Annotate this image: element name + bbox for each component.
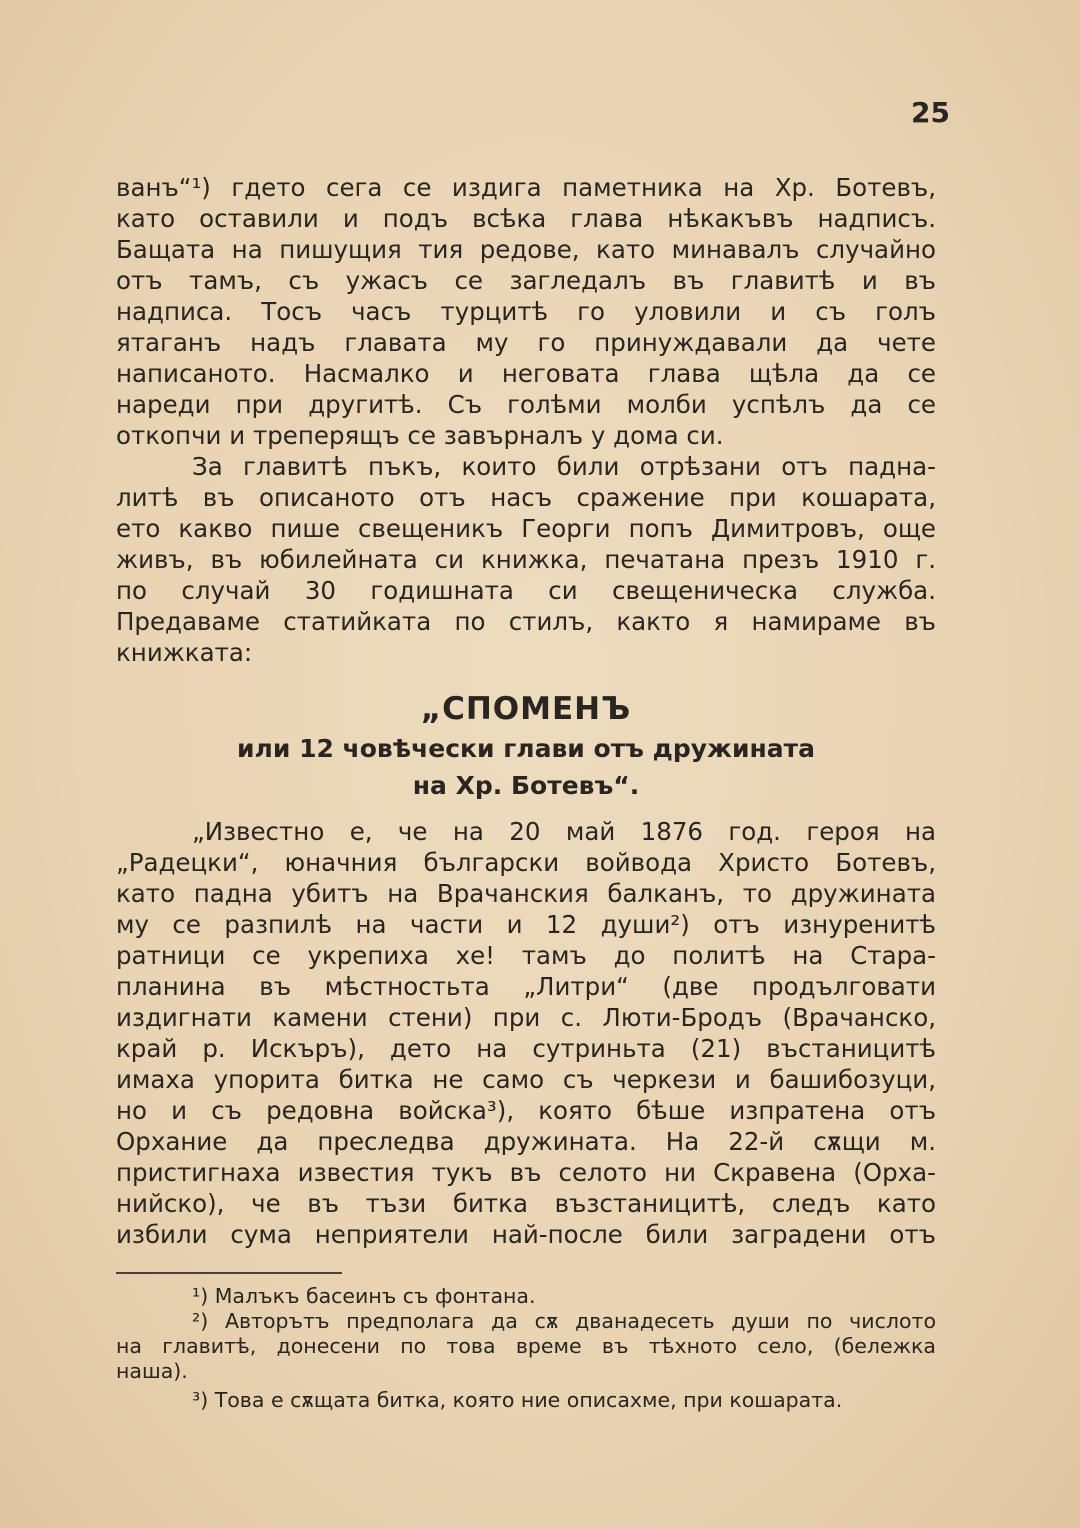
text-line: като оставили и подъ всѣка глава нѣкакъвъ надписъ.: [116, 204, 936, 233]
text-line: пристигнаха известия тукъ въ селото ни Скравена (Орха-: [116, 1158, 936, 1187]
text-line: ето какво пише свещеникъ Георги попъ Димитровъ, още: [116, 514, 936, 543]
section-heading: [116, 688, 936, 804]
paragraph-1: [116, 172, 936, 451]
heading-subtitle: или 12 човѣчески глави отъ дружината: [237, 734, 815, 763]
body-text: [116, 172, 936, 1250]
text-line: написаното. Насмалко и неговата глава щѣла да се: [116, 359, 936, 388]
text-line: Орхание да преследва дружината. На 22-й сѫщи м.: [116, 1127, 936, 1156]
text-line: надписа. Тосъ часъ турцитѣ го уловили и съ голъ: [116, 297, 936, 326]
footnote-3: ³) Това е сѫщата битка, която ние описахме, при кошарата.: [192, 1388, 843, 1412]
text-line: край р. Искъръ), дето на сутриньта (21) въстаницитѣ: [116, 1034, 936, 1063]
text-line: „Известно е, че на 20 май 1876 год. героя на: [192, 817, 936, 846]
paragraph-2: [116, 451, 936, 668]
text-line: по случай 30 годишната си свещеническа служба.: [116, 576, 936, 605]
text-line: живъ, въ юбилейната си книжка, печатана презъ 1910 г.: [116, 545, 936, 574]
text-line: нареди при другитѣ. Съ голѣми молби успѣлъ да се: [116, 390, 936, 419]
text-line: но и съ редовна войска³), която бѣше изпратена отъ: [116, 1096, 936, 1125]
footnotes: [116, 1284, 936, 1413]
paragraph-3: [116, 816, 936, 1250]
footnote-divider: [116, 1272, 342, 1274]
text-line: Бащата на пишущия тия редове, като минавалъ случайно: [116, 235, 936, 264]
footnote-1: ¹) Малъкъ басеинъ съ фонтана.: [192, 1284, 536, 1308]
footnote-2-line: наша).: [116, 1359, 188, 1383]
heading-title: „СПОМЕНЪ: [420, 691, 632, 727]
text-line: издигнати камени стени) при с. Люти-Бродъ (Врачанско,: [116, 1003, 936, 1032]
text-line: литѣ въ описаното отъ насъ сражение при кошарата,: [116, 483, 936, 512]
footnote-2-line: на главитѣ, донесени по това време въ тѣхното село, (бележка: [116, 1334, 936, 1358]
text-line: му се разпилѣ на части и 12 души²) отъ изнуренитѣ: [116, 910, 936, 939]
heading-subtitle: на Хр. Ботевъ“.: [412, 771, 640, 800]
text-line: ратници се укрепиха хе! тамъ до политѣ на Стара-: [116, 941, 936, 970]
text-line: Предаваме статийката по стилъ, както я намираме въ: [116, 607, 936, 636]
text-line: книжката:: [116, 638, 253, 667]
text-line: имаха упорита битка не само съ черкези и башибозуци,: [116, 1065, 936, 1094]
text-line: нийско), че въ тъзи битка възстаницитѣ, следъ като: [116, 1189, 936, 1218]
text-line: отъ тамъ, съ ужасъ се загледалъ въ главитѣ и въ: [116, 266, 936, 295]
text-line: избили сума неприятели най-после били заградени отъ: [116, 1220, 936, 1249]
page-number: 25: [911, 96, 950, 129]
text-line: „Радецки“, юначния български войвода Христо Ботевъ,: [116, 848, 936, 877]
text-line: като падна убитъ на Врачанския балканъ, то дружината: [116, 879, 936, 908]
text-line: ванъ“¹) гдето сега се издига паметника на Хр. Ботевъ,: [116, 173, 936, 202]
text-line: откопчи и треперящъ се завърналъ у дома си.: [116, 421, 724, 450]
footnote-2-line: ²) Авторътъ предполага да сѫ дванадесеть души по числото: [192, 1309, 936, 1333]
text-line: За главитѣ пъкъ, които били отрѣзани отъ падна-: [192, 452, 936, 481]
text-line: планина въ мѣстностьта „Литри“ (две продълговати: [116, 972, 936, 1001]
text-line: ятаганъ надъ главата му го принуждавали да чете: [116, 328, 936, 357]
